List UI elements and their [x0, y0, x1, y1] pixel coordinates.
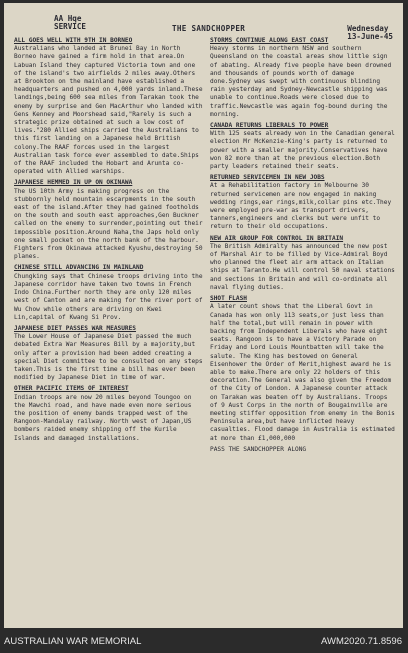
news-story — [210, 122, 396, 171]
story-headline: OTHER PACIFIC ITEMS OF INTEREST — [14, 385, 129, 393]
story-headline: JAPANESE HEMMED IN UP ON OKINAWA — [14, 179, 133, 187]
story-headline: JAPANESE DIET PASSES WAR MEASURES — [14, 324, 137, 332]
news-story — [14, 325, 204, 382]
news-story — [14, 264, 204, 321]
document-page — [4, 3, 403, 628]
story-body: At a Rehabilitation factory in Melbourne 30 returned servicemen are now engaged in making wedding rings,ear rings,milk,collar pins etc.They were employed pre-war as transport drivers, tanners,engineers and clerks but were unfit to return to their old occupations. — [210, 182, 392, 231]
story-headline: STORMS CONTINUE ALONG EAST COAST — [210, 37, 329, 44]
story-body: A later count shows that the Liberal Govt in Canada has won only 113 seats,or just less than half the total,but will remain in power with backing from Independent Liberals who have eight seats. Rangoon is to have a Victory Parade on Friday and Lord Louis Mountbatten will take the salute. The King has bestowed on General Eisenhower the Order of Merit,highest award he is able to make.There are only 22 holders of this decoration.The General was also given the Freedom of the City of London. A Japanese counter attack on Tarakan was beaten off by Australians. Troops of 9 Aust Corps in the north of Bougainville are meeting stiffer opposition from enemy in the Bonis Peninsula area,but have inflicted heavy casualties. Flood damage in Australia is estimated at more than £1,000,000 — [210, 303, 395, 442]
story-headline: SHOT FLASH — [210, 295, 247, 303]
right-column — [210, 37, 396, 457]
issue-day: Wednesday — [347, 24, 389, 33]
story-body: With 125 seats already won in the Canadian general election Mr McKenzie-King's party is returned to power with a smaller majority.Conservatives have won 82 more than at the previous election.Both party leaders retained their seats. — [210, 130, 395, 171]
story-body: Chungking says that Chinese troops driving into the Japanese corridor have taken two towns in French Indo China.Further north they are only 120 miles west of Canton and are making for the river port of Wu Chow while others are driving on Kwei Lin,capital of Kwang Si Prov. — [14, 272, 203, 321]
story-headline: CANADA RETURNS LIBERALS TO POWER — [210, 122, 329, 130]
news-story — [210, 37, 396, 119]
story-body: Indian troops are now 20 miles beyond Toungoo on the Mawchi road, and have made even more serious the position of enemy bands trapped west of the Rangoon-Mandalay railway. North west of Japan,US bombers raided enemy shipping off the Kurile Islands and damaged installations. — [14, 393, 192, 442]
news-story — [14, 179, 204, 261]
archive-id: AWM2020.71.8596 — [321, 636, 402, 647]
closing-note — [210, 446, 396, 454]
story-body: Australians who landed at Brunei Bay in North Borneo have gained a firm hold in that area.On Labuan Island they captured Victoria town and one of the island's two airfields 2 miles away.Others at Brookton on the mainland have established a headquarters and pushed on 4,000 yards inland.These landings,being 600 sea miles from Tarakan took the enemy by surprise and Gen MacArthur who landed with Gens Kenney and Moorshead said,"Rarely is such a strategic prize obtained at such a low cost of lives."280 Allied ships carried the Australians to this first landing on a Japanese held British colony.The RAAF forces used in the largest Australian task force ever assembled to date.Ships of the RAAF included the Hobart and Arunta co-operated with Allied warships. — [14, 45, 203, 176]
newsletter-title: THE SANDCHOPPER — [172, 24, 246, 33]
closing-note-text: PASS THE SANDCHOPPER ALONG — [210, 445, 307, 453]
story-headline: ALL GOES WELL WITH 9TH IN BORNEO — [14, 37, 133, 44]
news-story — [14, 385, 204, 442]
story-headline: CHINESE STILL ADVANCING IN MAINLAND — [14, 264, 144, 272]
news-story — [210, 174, 396, 231]
story-body: The British Admiralty has announced the new post of Marshal Air to be filled by Vice-Admiral Boyd who planned the fleet air arm attack on Italian ships at Taranto.He will control 50 naval stations and sections in Britain and will co-ordinate all naval flying duties. — [210, 242, 395, 291]
archive-footer — [0, 631, 408, 653]
news-story — [210, 235, 396, 292]
news-story — [210, 295, 396, 443]
story-headline: NEW AIR GROUP FOR CONTROL IN BRITAIN — [210, 234, 344, 242]
story-body: Heavy storms in northern NSW and southern Queensland on the coastal areas show little sign of abating. Already five people have been drowned and thousands of pounds worth of damage done.Sydney was swept with continuous blinding rain yesterday and Sydney-Newcastle shipping was unable to continue.Roads were closed due to traffic.Newcastle was again fog-bound during the morning. — [210, 45, 392, 118]
news-story — [14, 37, 204, 176]
story-body: The US 10th Army is making progress on the stubbornly held mountain escarpments in the south east of the island.After they had gained footholds on the south and south east approaches,Gen Buckner called on the enemy to surrender,pointing out their impossible position.Around Naha,the Japs hold only one small pocket on the north bank of the harbour. Fighters from Okinawa attacked Kyushu,destroying 50 planes. — [14, 187, 203, 261]
left-column — [14, 37, 204, 446]
unit-label-line1: AA Hqe — [54, 14, 82, 23]
issue-date-value: 13-June-45 — [347, 32, 393, 41]
story-headline: RETURNED SERVICEMEN IN NEW JOBS — [210, 174, 325, 182]
unit-label — [54, 15, 86, 31]
story-body: The Lower House of Japanese Diet passed the much debated Extra War Measures Bill by a majority,but only after a provision had been added creating a special Diet committee to be consulted on any steps taken.This is the first time a bill has ever been modified by Japanese Diet in time of war. — [14, 333, 203, 382]
unit-label-line2: SERVICE — [54, 22, 87, 31]
archive-name: AUSTRALIAN WAR MEMORIAL — [4, 636, 142, 647]
